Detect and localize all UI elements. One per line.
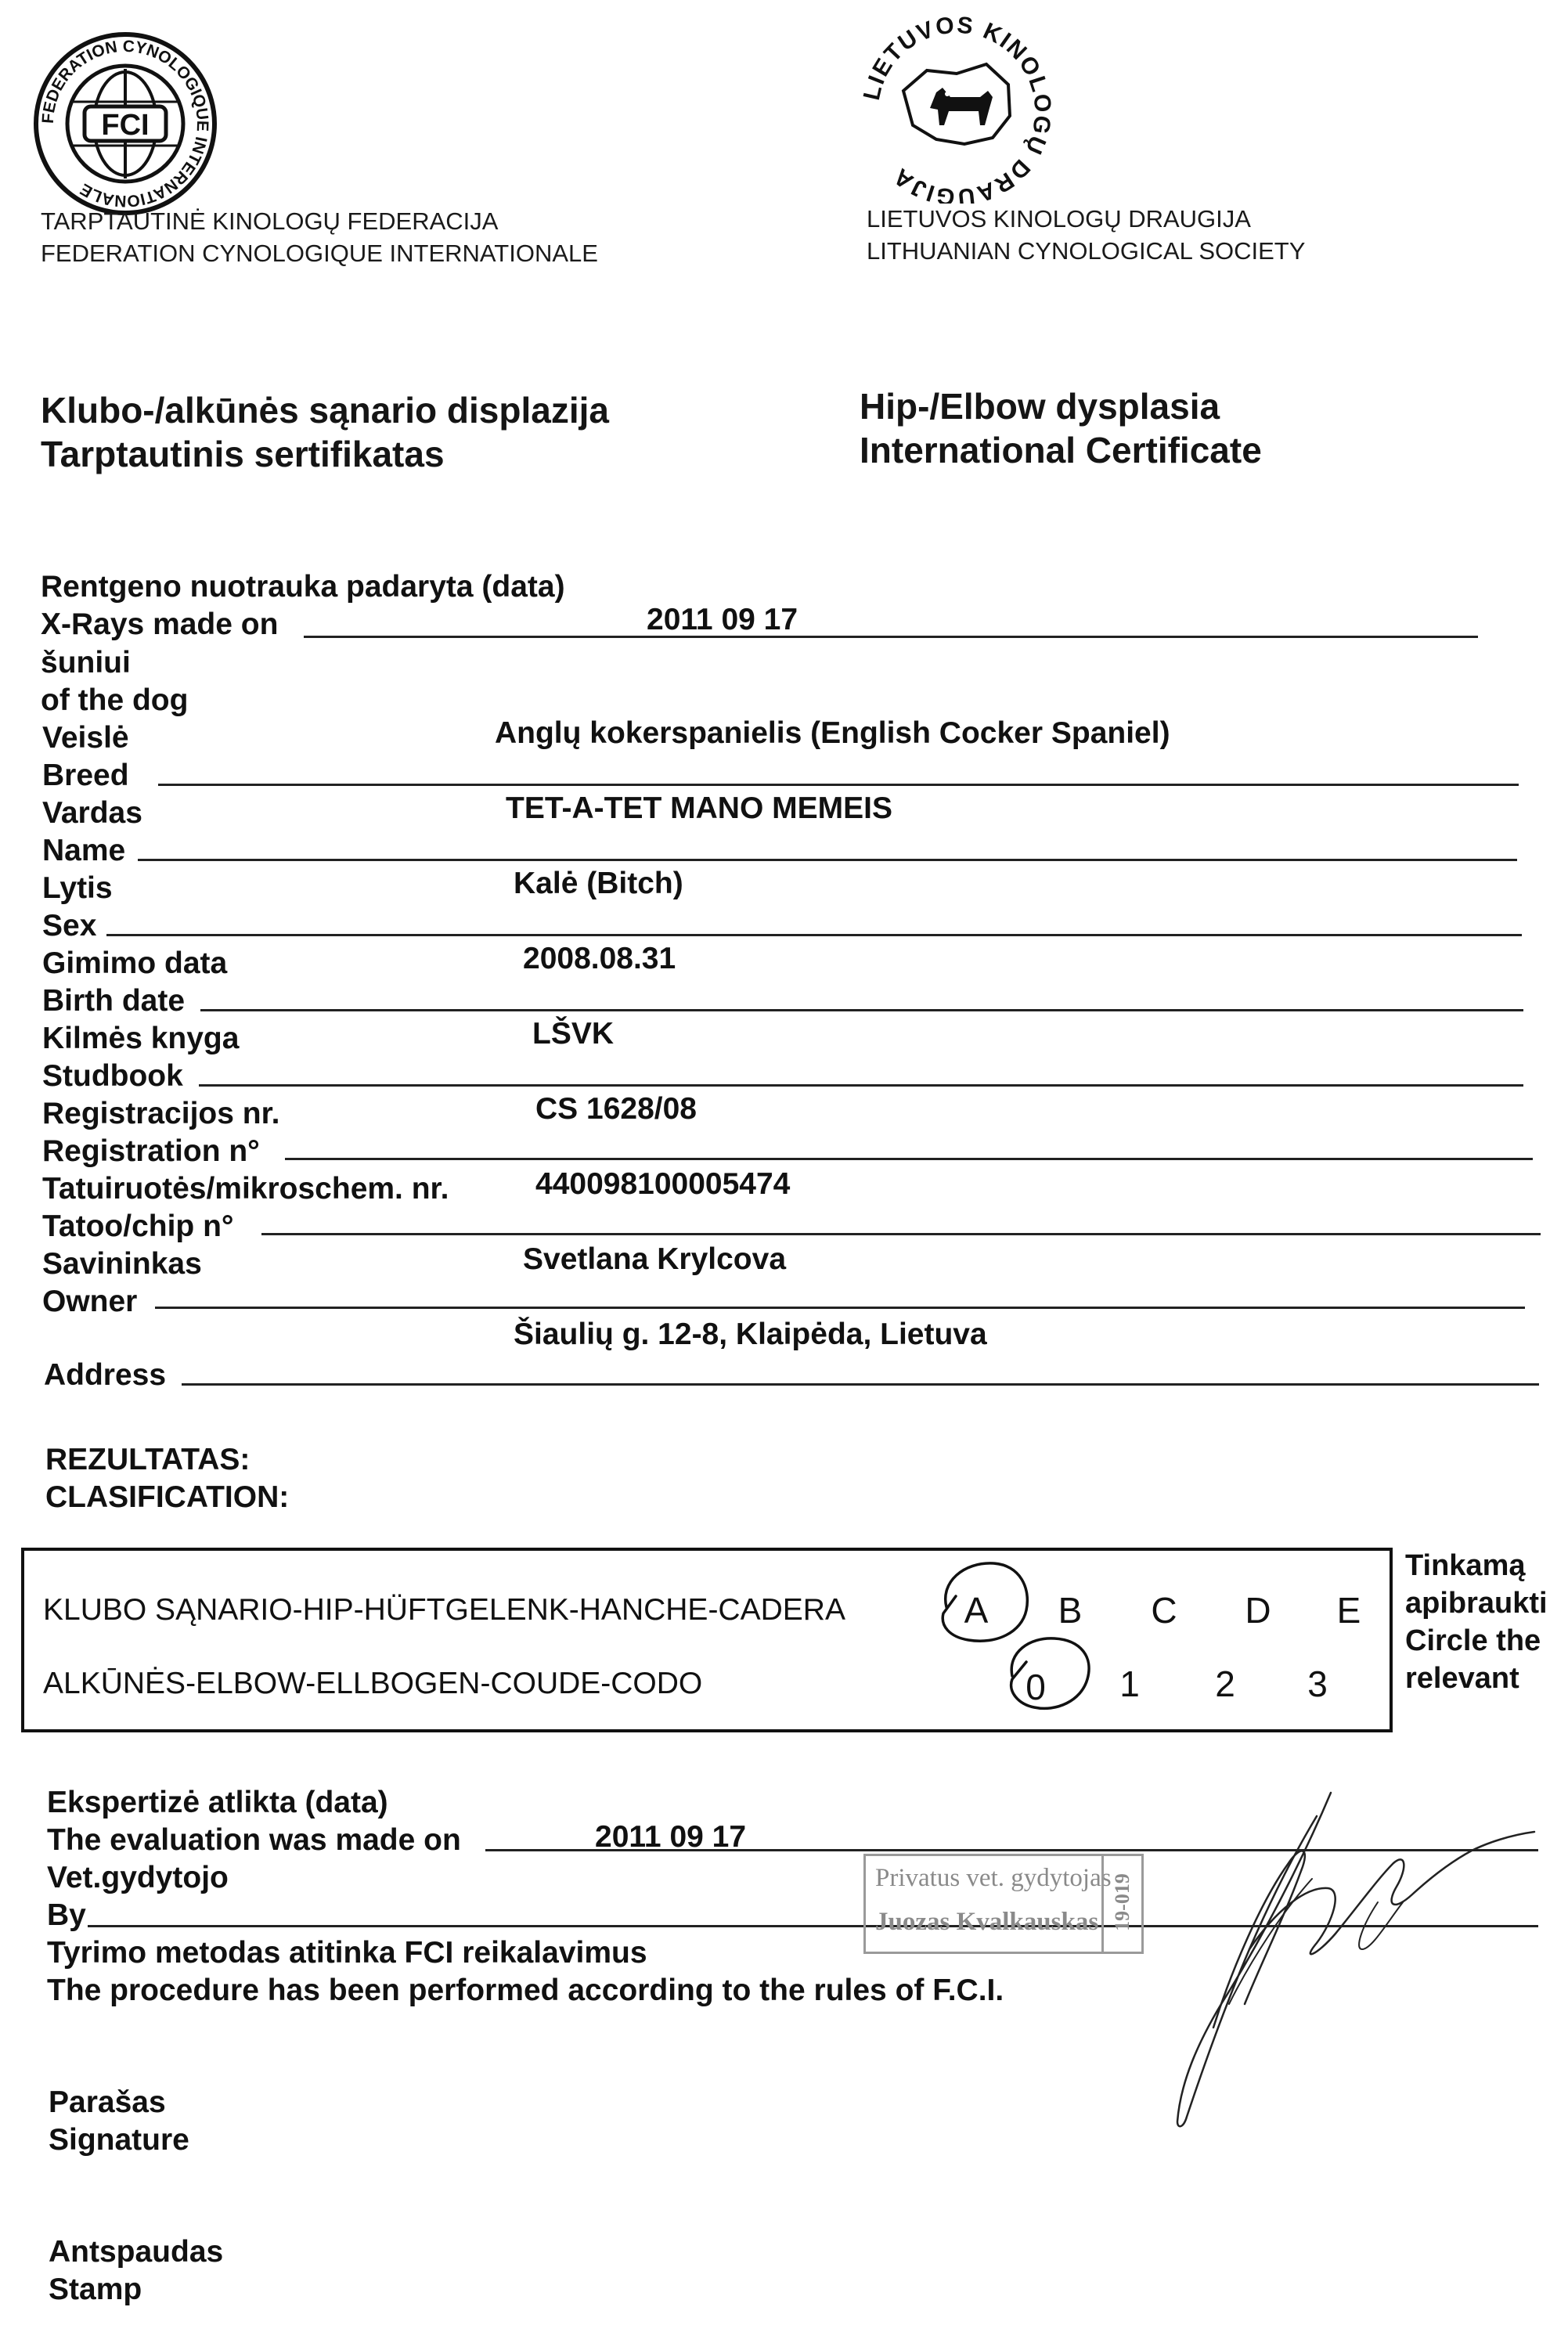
breed-underline [158,784,1519,786]
vet-stamp-line2: Juozas Kvalkauskas [875,1908,1099,1936]
title-lt-line1: Klubo-/alkūnės sąnario displazija [41,390,609,431]
signature-label-lt: Parašas [49,2085,166,2119]
elbow-grade-3: 3 [1307,1664,1328,1704]
dog-label-lt: šuniui [41,646,131,679]
hip-grade-a: A [964,1590,989,1631]
sex-underline [106,934,1522,936]
fci-name-lt: TARPTAUTINĖ KINOLOGŲ FEDERACIJA [41,207,499,235]
elbow-label: ALKŪNĖS-ELBOW-ELLBOGEN-COUDE-CODO [43,1667,703,1700]
studbook-value: LŠVK [532,1017,615,1051]
hand-drawn-circles [24,1551,1390,1729]
vet-stamp-code: 19-019 [1111,1873,1134,1931]
registration-label-en: Registration n° [42,1134,260,1168]
owner-value: Svetlana Krylcova [523,1242,787,1276]
registration-value: CS 1628/08 [535,1092,697,1126]
registration-label-lt: Registracijos nr. [42,1097,280,1130]
result-label-lt: REZULTATAS: [45,1443,251,1476]
breed-value: Anglų kokerspanielis (English Cocker Spaniel) [495,716,1170,750]
hip-selected-circle [943,1563,1027,1641]
vet-label-lt: Vet.gydytojo [47,1861,229,1894]
birth-label-lt: Gimimo data [42,946,228,980]
address-underline [182,1383,1539,1386]
name-label-lt: Vardas [42,796,142,830]
address-value: Šiaulių g. 12-8, Klaipėda, Lietuva [514,1318,987,1351]
dog-map-logo-icon [855,16,1058,204]
svg-text:FCI: FCI [101,109,150,142]
chip-value: 440098100005474 [535,1167,791,1201]
owner-label-en: Owner [42,1285,138,1318]
title-en-line1: Hip-/Elbow dysplasia [860,386,1220,427]
birth-date-value: 2008.08.31 [523,942,676,975]
vet-label-en: By [47,1898,86,1932]
lkd-name-lt: LIETUVOS KINOLOGŲ DRAUGIJA [867,205,1251,232]
studbook-label-lt: Kilmės knyga [42,1022,240,1055]
elbow-selected-circle [1011,1638,1089,1709]
note-lt-2: apibraukti [1405,1587,1548,1620]
evaluation-label-lt: Ekspertizė atlikta (data) [47,1786,388,1819]
studbook-underline [199,1084,1523,1087]
hip-grade-c: C [1151,1590,1177,1631]
studbook-label-en: Studbook [42,1059,183,1093]
sex-value: Kalė (Bitch) [514,867,683,900]
evaluation-date-value: 2011 09 17 [595,1820,747,1854]
address-label: Address [44,1358,167,1392]
note-en-2: relevant [1405,1662,1519,1695]
evaluation-label-en: The evaluation was made on [47,1823,461,1857]
vet-signature [1096,1769,1550,2145]
vet-stamp-line1: Privatus vet. gydytojas [875,1864,1112,1892]
dog-label-en: of the dog [41,683,189,717]
hip-grade-d: D [1245,1590,1271,1631]
sex-label-lt: Lytis [42,871,113,905]
classification-box [21,1548,1393,1732]
hip-grade-b: B [1058,1590,1083,1631]
breed-label-lt: Veislė [42,721,129,755]
sex-label-en: Sex [42,909,97,943]
svg-text:LIETUVOS KINOLOGŲ DRAUGIJA: LIETUVOS KINOLOGŲ DRAUGIJA [858,16,1056,204]
name-label-en: Name [42,834,126,867]
chip-label-lt: Tatuiruotės/mikroschem. nr. [42,1172,449,1206]
fci-logo-icon [33,31,218,216]
birth-label-en: Birth date [42,984,186,1018]
lkd-name-en: LITHUANIAN CYNOLOGICAL SOCIETY [867,237,1306,265]
breed-label-en: Breed [42,759,129,792]
elbow-grade-0: 0 [1026,1667,1046,1707]
hip-grade-e: E [1336,1590,1361,1631]
result-label-en: CLASIFICATION: [45,1480,290,1514]
elbow-grade-1: 1 [1119,1664,1140,1704]
xray-label-lt: Rentgeno nuotrauka padaryta (data) [41,570,565,604]
signature-label-en: Signature [49,2123,189,2157]
fci-name-fr: FEDERATION CYNOLOGIQUE INTERNATIONALE [41,240,598,267]
registration-underline [285,1158,1533,1160]
title-en-line2: International Certificate [860,430,1262,470]
owner-label-lt: Savininkas [42,1247,202,1281]
note-lt-1: Tinkamą [1405,1549,1526,1582]
xray-label-en: X-Rays made on [41,607,279,641]
name-underline [138,859,1517,861]
chip-underline [261,1233,1541,1235]
birth-underline [200,1009,1523,1011]
svg-text:FEDERATION CYNOLOGIQUE INTERNA: FEDERATION CYNOLOGIQUE INTERNATIONALE [38,37,212,211]
name-value: TET-A-TET MANO MEMEIS [506,791,892,825]
stamp-label-en: Stamp [49,2273,142,2306]
hip-label: KLUBO SĄNARIO-HIP-HÜFTGELENK-HANCHE-CADERA [43,1593,845,1627]
method-label-lt: Tyrimo metodas atitinka FCI reikalavimus [47,1936,647,1970]
owner-underline [155,1307,1525,1309]
method-label-en: The procedure has been performed according to the rules of F.C.I. [47,1974,1004,2007]
stamp-label-lt: Antspaudas [49,2235,224,2269]
title-lt-line2: Tarptautinis sertifikatas [41,434,445,474]
chip-label-en: Tatoo/chip n° [42,1209,234,1243]
elbow-grade-2: 2 [1215,1664,1235,1704]
note-en-1: Circle the [1405,1624,1541,1657]
xray-date-value: 2011 09 17 [647,603,798,636]
xray-underline [304,636,1478,638]
